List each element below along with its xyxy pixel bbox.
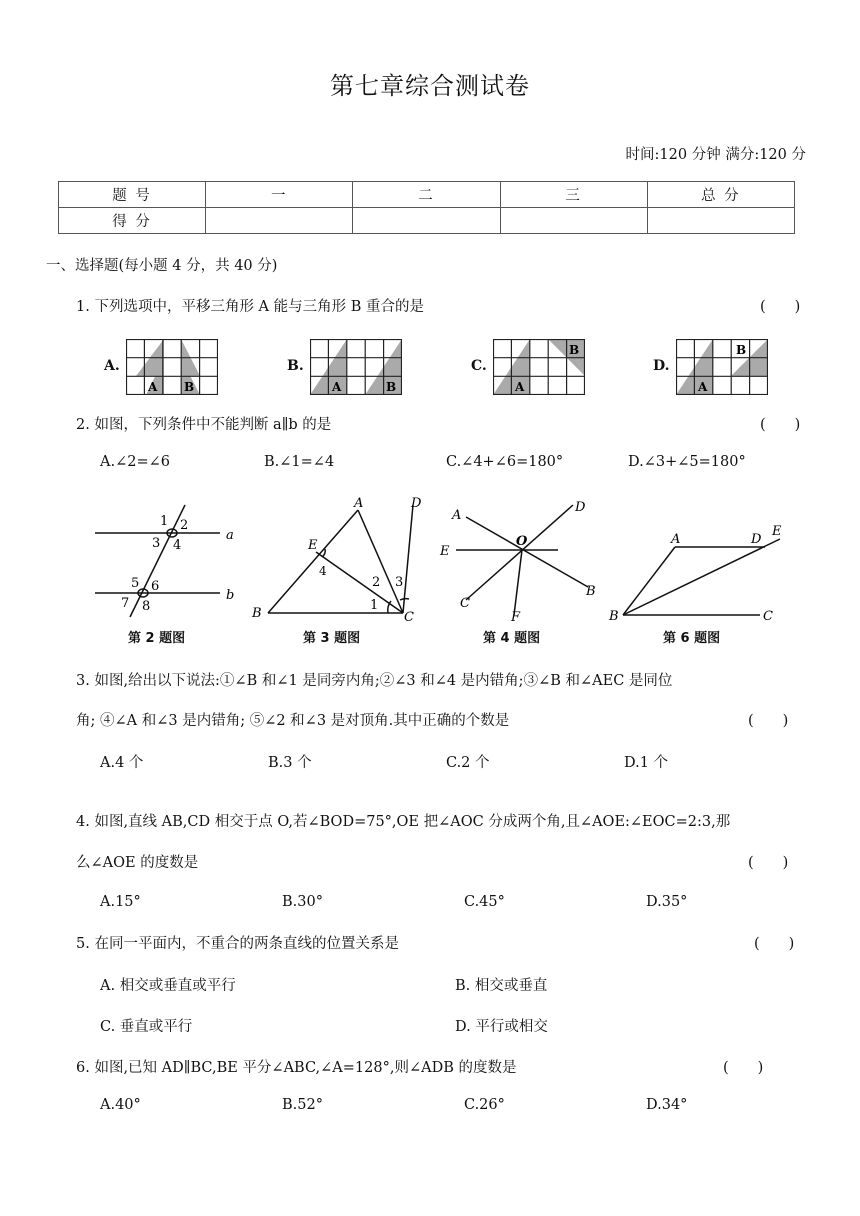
svg-text:7: 7 [121,596,130,611]
option-d[interactable]: D. 平行或相交 [455,1019,548,1035]
svg-text:A: A [671,532,681,547]
option-d[interactable]: D.35° [646,894,688,910]
svg-text:C: C [404,610,414,625]
figure-2 [90,495,250,620]
svg-text:F: F [511,610,521,625]
svg-text:2: 2 [372,575,381,590]
option-c[interactable]: C.∠4+∠6=180° [446,454,564,470]
q1-option-c-grid[interactable] [493,339,585,395]
question-2: 2. 如图，下列条件中不能判断 a∥b 的是 [76,417,332,433]
question-4-line-2: 么∠AOE 的度数是 [76,855,199,871]
question-3-line-1: 3. 如图,给出以下说法:①∠B 和∠1 是同旁内角;②∠3 和∠4 是内错角;③∠B 和∠AEC 是同位 [76,673,673,689]
answer-paren[interactable]: ( ) [748,713,789,729]
q1-option-a-grid[interactable] [126,339,218,395]
option-c[interactable]: C. 垂直或平行 [100,1019,193,1035]
option-a[interactable]: A.4 个 [100,755,144,771]
option-d-label: D. [653,358,670,374]
svg-text:D: D [575,500,586,515]
triangle-b-label: B [736,343,747,357]
svg-text:1: 1 [160,514,169,529]
option-a-label: A. [104,358,120,374]
section-heading: 一、选择题(每小题 4 分，共 40 分) [46,258,278,274]
svg-text:4: 4 [173,538,182,553]
score-table-header-row [59,182,795,208]
svg-text:D: D [751,532,762,547]
triangle-b-label: B [569,343,580,357]
option-a[interactable]: A. 相交或垂直或平行 [100,978,236,994]
option-b[interactable]: B.30° [282,894,323,910]
svg-text:A: A [354,496,364,511]
answer-paren[interactable]: ( ) [760,299,801,315]
svg-text:O: O [516,534,528,549]
svg-text:5: 5 [131,576,140,591]
svg-text:4: 4 [319,564,327,578]
svg-text:E: E [440,544,450,559]
header-cell: 总 分 [647,182,794,208]
answer-paren[interactable]: ( ) [748,855,789,871]
svg-text:D: D [411,496,422,511]
header-cell: 二 [353,182,500,208]
svg-text:B: B [586,584,596,599]
answer-paren[interactable]: ( ) [754,936,795,952]
question-3-line-2: 角; ④∠A 和∠3 是内错角; ⑤∠2 和∠3 是对顶角.其中正确的个数是 [76,713,510,729]
score-table [58,181,795,234]
figure-4-caption: 第 4 题图 [483,631,541,646]
answer-paren[interactable]: ( ) [760,417,801,433]
option-b[interactable]: B.52° [282,1097,323,1113]
option-b[interactable]: B. 相交或垂直 [455,978,548,994]
svg-text:a: a [226,528,234,543]
triangle-a-label: A [698,380,708,394]
svg-text:b: b [226,588,235,603]
svg-text:B: B [609,609,619,624]
option-b[interactable]: B.3 个 [268,755,312,771]
svg-text:E: E [308,538,318,553]
svg-text:C: C [763,609,773,624]
figure-4 [438,495,608,625]
triangle-a-label: A [515,380,525,394]
score-cell[interactable] [353,208,500,234]
option-a[interactable]: A.∠2=∠6 [100,454,170,470]
option-c[interactable]: C.2 个 [446,755,490,771]
triangle-b-label: B [184,380,195,394]
score-cell[interactable] [500,208,647,234]
option-c[interactable]: C.26° [464,1097,505,1113]
triangle-b-label: B [386,380,397,394]
q1-option-d-grid[interactable] [676,339,768,395]
option-d[interactable]: D.1 个 [624,755,669,771]
option-a[interactable]: A.40° [100,1097,141,1113]
page-title: 第七章综合测试卷 [330,72,530,100]
row-label: 得 分 [59,208,206,234]
svg-text:B: B [252,606,262,621]
svg-text:E: E [772,524,782,539]
option-c-label: C. [471,358,487,374]
question-6: 6. 如图,已知 AD∥BC,BE 平分∠ABC,∠A=128°,则∠ADB 的度数是 [76,1060,517,1076]
svg-text:8: 8 [142,599,151,614]
svg-text:A: A [452,508,462,523]
figure-2-caption: 第 2 题图 [128,631,186,646]
triangle-a-label: A [148,380,158,394]
option-b-label: B. [287,358,304,374]
figure-6-caption: 第 6 题图 [663,631,721,646]
svg-text:3: 3 [152,536,161,551]
triangle-a-label: A [332,380,342,394]
figure-6 [605,515,795,625]
score-cell[interactable] [206,208,353,234]
question-4-line-1: 4. 如图,直线 AB,CD 相交于点 O,若∠BOD=75°,OE 把∠AOC 分成两个角,且∠AOE:∠EOC=2:3,那 [76,814,731,830]
svg-text:2: 2 [180,518,189,533]
question-1: 1. 下列选项中，平移三角形 A 能与三角形 B 重合的是 [76,299,425,315]
svg-text:1: 1 [370,598,379,613]
exam-meta: 时间:120 分钟 满分:120 分 [625,147,806,163]
figure-3 [248,495,433,625]
q1-options [0,330,860,400]
option-a[interactable]: A.15° [100,894,141,910]
score-table-score-row [59,208,795,234]
svg-text:C: C [460,596,470,611]
option-c[interactable]: C.45° [464,894,505,910]
header-cell: 一 [206,182,353,208]
header-cell: 三 [500,182,647,208]
q1-option-b-grid[interactable] [310,339,402,395]
score-cell[interactable] [647,208,794,234]
option-d[interactable]: D.∠3+∠5=180° [628,454,746,470]
svg-text:6: 6 [151,579,160,594]
figure-3-caption: 第 3 题图 [303,631,361,646]
question-5: 5. 在同一平面内，不重合的两条直线的位置关系是 [76,936,399,952]
option-d[interactable]: D.34° [646,1097,688,1113]
answer-paren[interactable]: ( ) [723,1060,764,1076]
svg-text:3: 3 [395,575,404,590]
option-b[interactable]: B.∠1=∠4 [264,454,335,470]
header-cell: 题 号 [59,182,206,208]
